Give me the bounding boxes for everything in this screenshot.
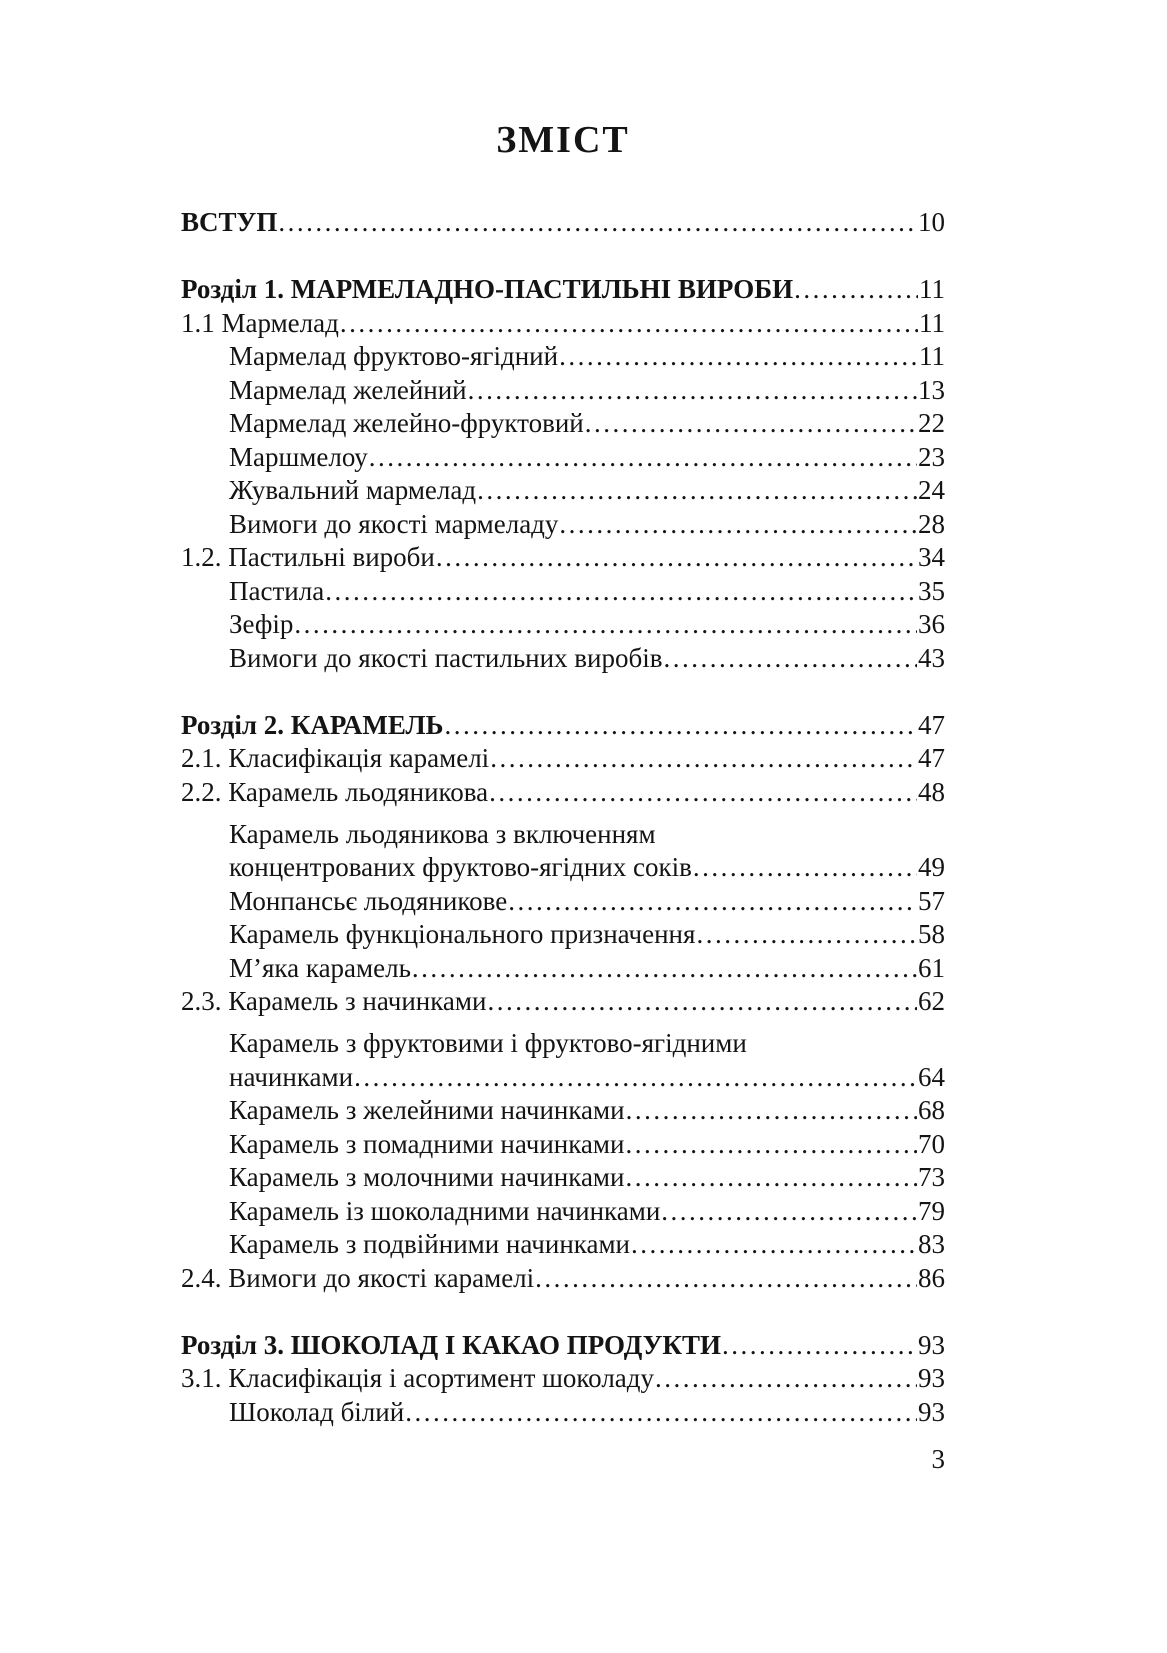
toc-entry-page: 36	[918, 609, 945, 639]
toc-list	[181, 206, 945, 1429]
toc-entry-label: 1.2. Пастильні вироби	[181, 542, 435, 572]
toc-entry	[181, 776, 945, 810]
toc-entry	[181, 1128, 945, 1162]
toc-entry	[181, 508, 945, 542]
page-number: 3	[931, 1444, 945, 1474]
toc-entry-label: Карамель льодяникова з включенням	[229, 818, 656, 849]
toc-entry-page: 47	[918, 743, 945, 773]
toc-entry-page: 43	[918, 642, 945, 673]
toc-entry-page: 64	[918, 1061, 945, 1092]
toc-entry	[181, 1094, 945, 1128]
dot-leader	[369, 441, 917, 475]
dot-leader	[325, 575, 917, 609]
toc-section-gap	[181, 1295, 945, 1329]
dot-leader	[405, 1396, 917, 1430]
dot-leader	[508, 885, 917, 919]
dot-leader	[559, 340, 918, 374]
dot-leader	[693, 851, 917, 885]
toc-entry	[181, 575, 945, 609]
toc-entry-label: Маршмелоу	[229, 441, 368, 472]
toc-entry	[181, 918, 945, 952]
dot-leader	[631, 1228, 917, 1262]
toc-entry-label: Карамель з помадними начинками	[229, 1128, 625, 1159]
dot-leader	[661, 1195, 917, 1229]
toc-entry-label: Карамель з желейними начинками	[229, 1095, 625, 1125]
toc-entry	[181, 441, 945, 475]
toc-entry-page: 47	[918, 709, 945, 740]
toc-entry-label: Зефір	[229, 609, 294, 639]
toc-entry-label: Монпансьє льодяникове	[229, 885, 508, 916]
toc-entry-page: 10	[918, 207, 945, 237]
toc-entry-page: 23	[918, 441, 945, 472]
toc-entry	[181, 851, 945, 885]
toc-entry-page: 28	[918, 508, 945, 539]
toc-entry-label: Мармелад желейний	[229, 374, 467, 405]
dot-leader	[490, 742, 917, 776]
toc-entry	[181, 1061, 945, 1095]
toc-entry-page: 11	[919, 307, 945, 338]
toc-entry	[181, 1262, 945, 1296]
toc-entry-label: Вимоги до якості пастильних виробів	[229, 642, 663, 673]
toc-entry	[181, 374, 945, 408]
toc-entry-label: ВСТУП	[181, 207, 278, 237]
toc-entry-label: Карамель з молочними начинками	[229, 1162, 625, 1192]
dot-leader	[585, 407, 917, 441]
toc-entry	[181, 1396, 945, 1430]
toc-entry-label: Шоколад білий	[229, 1396, 405, 1427]
dot-leader	[663, 642, 917, 676]
dot-leader	[489, 776, 917, 810]
toc-entry-label: Розділ 3. ШОКОЛАД І КАКАО ПРОДУКТИ	[181, 1329, 722, 1360]
toc-entry-label: Розділ 1. МАРМЕЛАДНО-ПАСТИЛЬНІ ВИРОБИ	[181, 274, 794, 304]
toc-entry-label: 2.4. Вимоги до якості карамелі	[181, 1262, 535, 1293]
toc-entry	[181, 474, 945, 508]
toc-entry-label: Жувальний мармелад	[229, 475, 477, 505]
toc-entry-label: 2.1. Класифікація карамелі	[181, 743, 490, 773]
toc-entry	[181, 407, 945, 441]
toc-section-gap	[181, 240, 945, 274]
toc-entry-page: 93	[918, 1363, 945, 1393]
toc-entry	[181, 1228, 945, 1262]
toc-entry-label: Карамель функціонального призначення	[229, 919, 696, 949]
toc-entry-label: начинками	[229, 1061, 354, 1092]
toc-entry-label: Карамель з подвійними начинками	[229, 1229, 630, 1259]
dot-leader	[294, 608, 917, 642]
toc-entry	[181, 985, 945, 1019]
toc-entry	[181, 885, 945, 919]
toc-entry-page: 11	[919, 341, 945, 371]
toc-entry	[181, 307, 945, 341]
toc-entry-label: 2.2. Карамель льодяникова	[181, 776, 489, 807]
toc-entry-page: 49	[918, 852, 945, 882]
toc-entry-page: 57	[918, 885, 945, 916]
dot-leader	[748, 1019, 944, 1053]
toc-entry-page: 93	[918, 1329, 945, 1360]
dot-leader	[794, 273, 918, 307]
toc-entry-label: Розділ 2. КАРАМЕЛЬ	[181, 709, 444, 740]
toc-entry-label: 3.1. Класифікація і асортимент шоколаду	[181, 1363, 655, 1393]
toc-entry	[181, 709, 945, 743]
dot-leader	[696, 918, 917, 952]
toc-entry-label: Мармелад фруктово-ягідний	[229, 341, 559, 371]
dot-leader	[625, 1128, 917, 1162]
dot-leader	[657, 809, 944, 843]
toc-entry-page: 61	[918, 952, 945, 983]
toc-entry-page: 93	[918, 1396, 945, 1427]
toc-entry	[181, 1329, 945, 1363]
toc-entry-label: 2.3. Карамель з начинками	[181, 986, 487, 1016]
toc-entry	[181, 206, 945, 240]
toc-entry-label: Вимоги до якості мармеладу	[229, 508, 559, 539]
toc-entry	[181, 273, 945, 307]
toc-entry-page: 22	[918, 408, 945, 438]
toc-entry-page: 24	[918, 475, 945, 505]
toc-entry	[181, 1161, 945, 1195]
toc-entry	[181, 1362, 945, 1396]
dot-leader	[436, 541, 917, 575]
toc-entry-page: 13	[918, 374, 945, 405]
toc-entry-label: Пастила	[229, 575, 325, 606]
toc-entry	[181, 1195, 945, 1229]
toc-entry-page: 35	[918, 575, 945, 606]
toc-entry-label: Карамель з фруктовими і фруктово-ягідними	[229, 1028, 747, 1058]
toc-entry-page: 68	[918, 1095, 945, 1125]
toc-entry-label: М’яка карамель	[229, 952, 411, 983]
toc-entry	[181, 1019, 945, 1061]
toc-entry-page: 48	[918, 776, 945, 807]
dot-leader	[625, 1161, 917, 1195]
toc-entry	[181, 742, 945, 776]
toc-entry-page: 86	[918, 1262, 945, 1293]
toc-entry-page: 11	[919, 274, 945, 304]
toc-entry-page: 70	[918, 1128, 945, 1159]
toc-entry-page: 34	[918, 542, 945, 572]
dot-leader	[278, 206, 917, 240]
dot-leader	[559, 508, 917, 542]
dot-leader	[468, 374, 917, 408]
dot-leader	[722, 1329, 917, 1363]
toc-entry	[181, 642, 945, 676]
toc-entry	[181, 541, 945, 575]
toc-entry	[181, 340, 945, 374]
dot-leader	[626, 1094, 917, 1128]
toc-entry-page: 62	[918, 986, 945, 1016]
toc-entry-page: 58	[918, 919, 945, 949]
toc-entry-label: 1.1 Мармелад	[181, 307, 339, 338]
dot-leader	[487, 985, 917, 1019]
toc-section-gap	[181, 675, 945, 709]
toc-entry-label: Карамель із шоколадними начинками	[229, 1195, 661, 1226]
toc-entry	[181, 952, 945, 986]
toc-entry-page: 73	[918, 1162, 945, 1192]
dot-leader	[412, 952, 917, 986]
dot-leader	[354, 1061, 917, 1095]
toc-title: ЗМІСТ	[496, 119, 630, 161]
toc-entry	[181, 809, 945, 851]
toc-entry-page: 79	[918, 1195, 945, 1226]
dot-leader	[535, 1262, 917, 1296]
dot-leader	[340, 307, 918, 341]
toc-entry-page: 83	[918, 1229, 945, 1259]
toc-entry	[181, 608, 945, 642]
dot-leader	[655, 1362, 917, 1396]
dot-leader	[444, 709, 917, 743]
toc-entry-label: Мармелад желейно-фруктовий	[229, 408, 584, 438]
toc-entry-label: концентрованих фруктово-ягідних соків	[229, 852, 692, 882]
dot-leader	[477, 474, 917, 508]
